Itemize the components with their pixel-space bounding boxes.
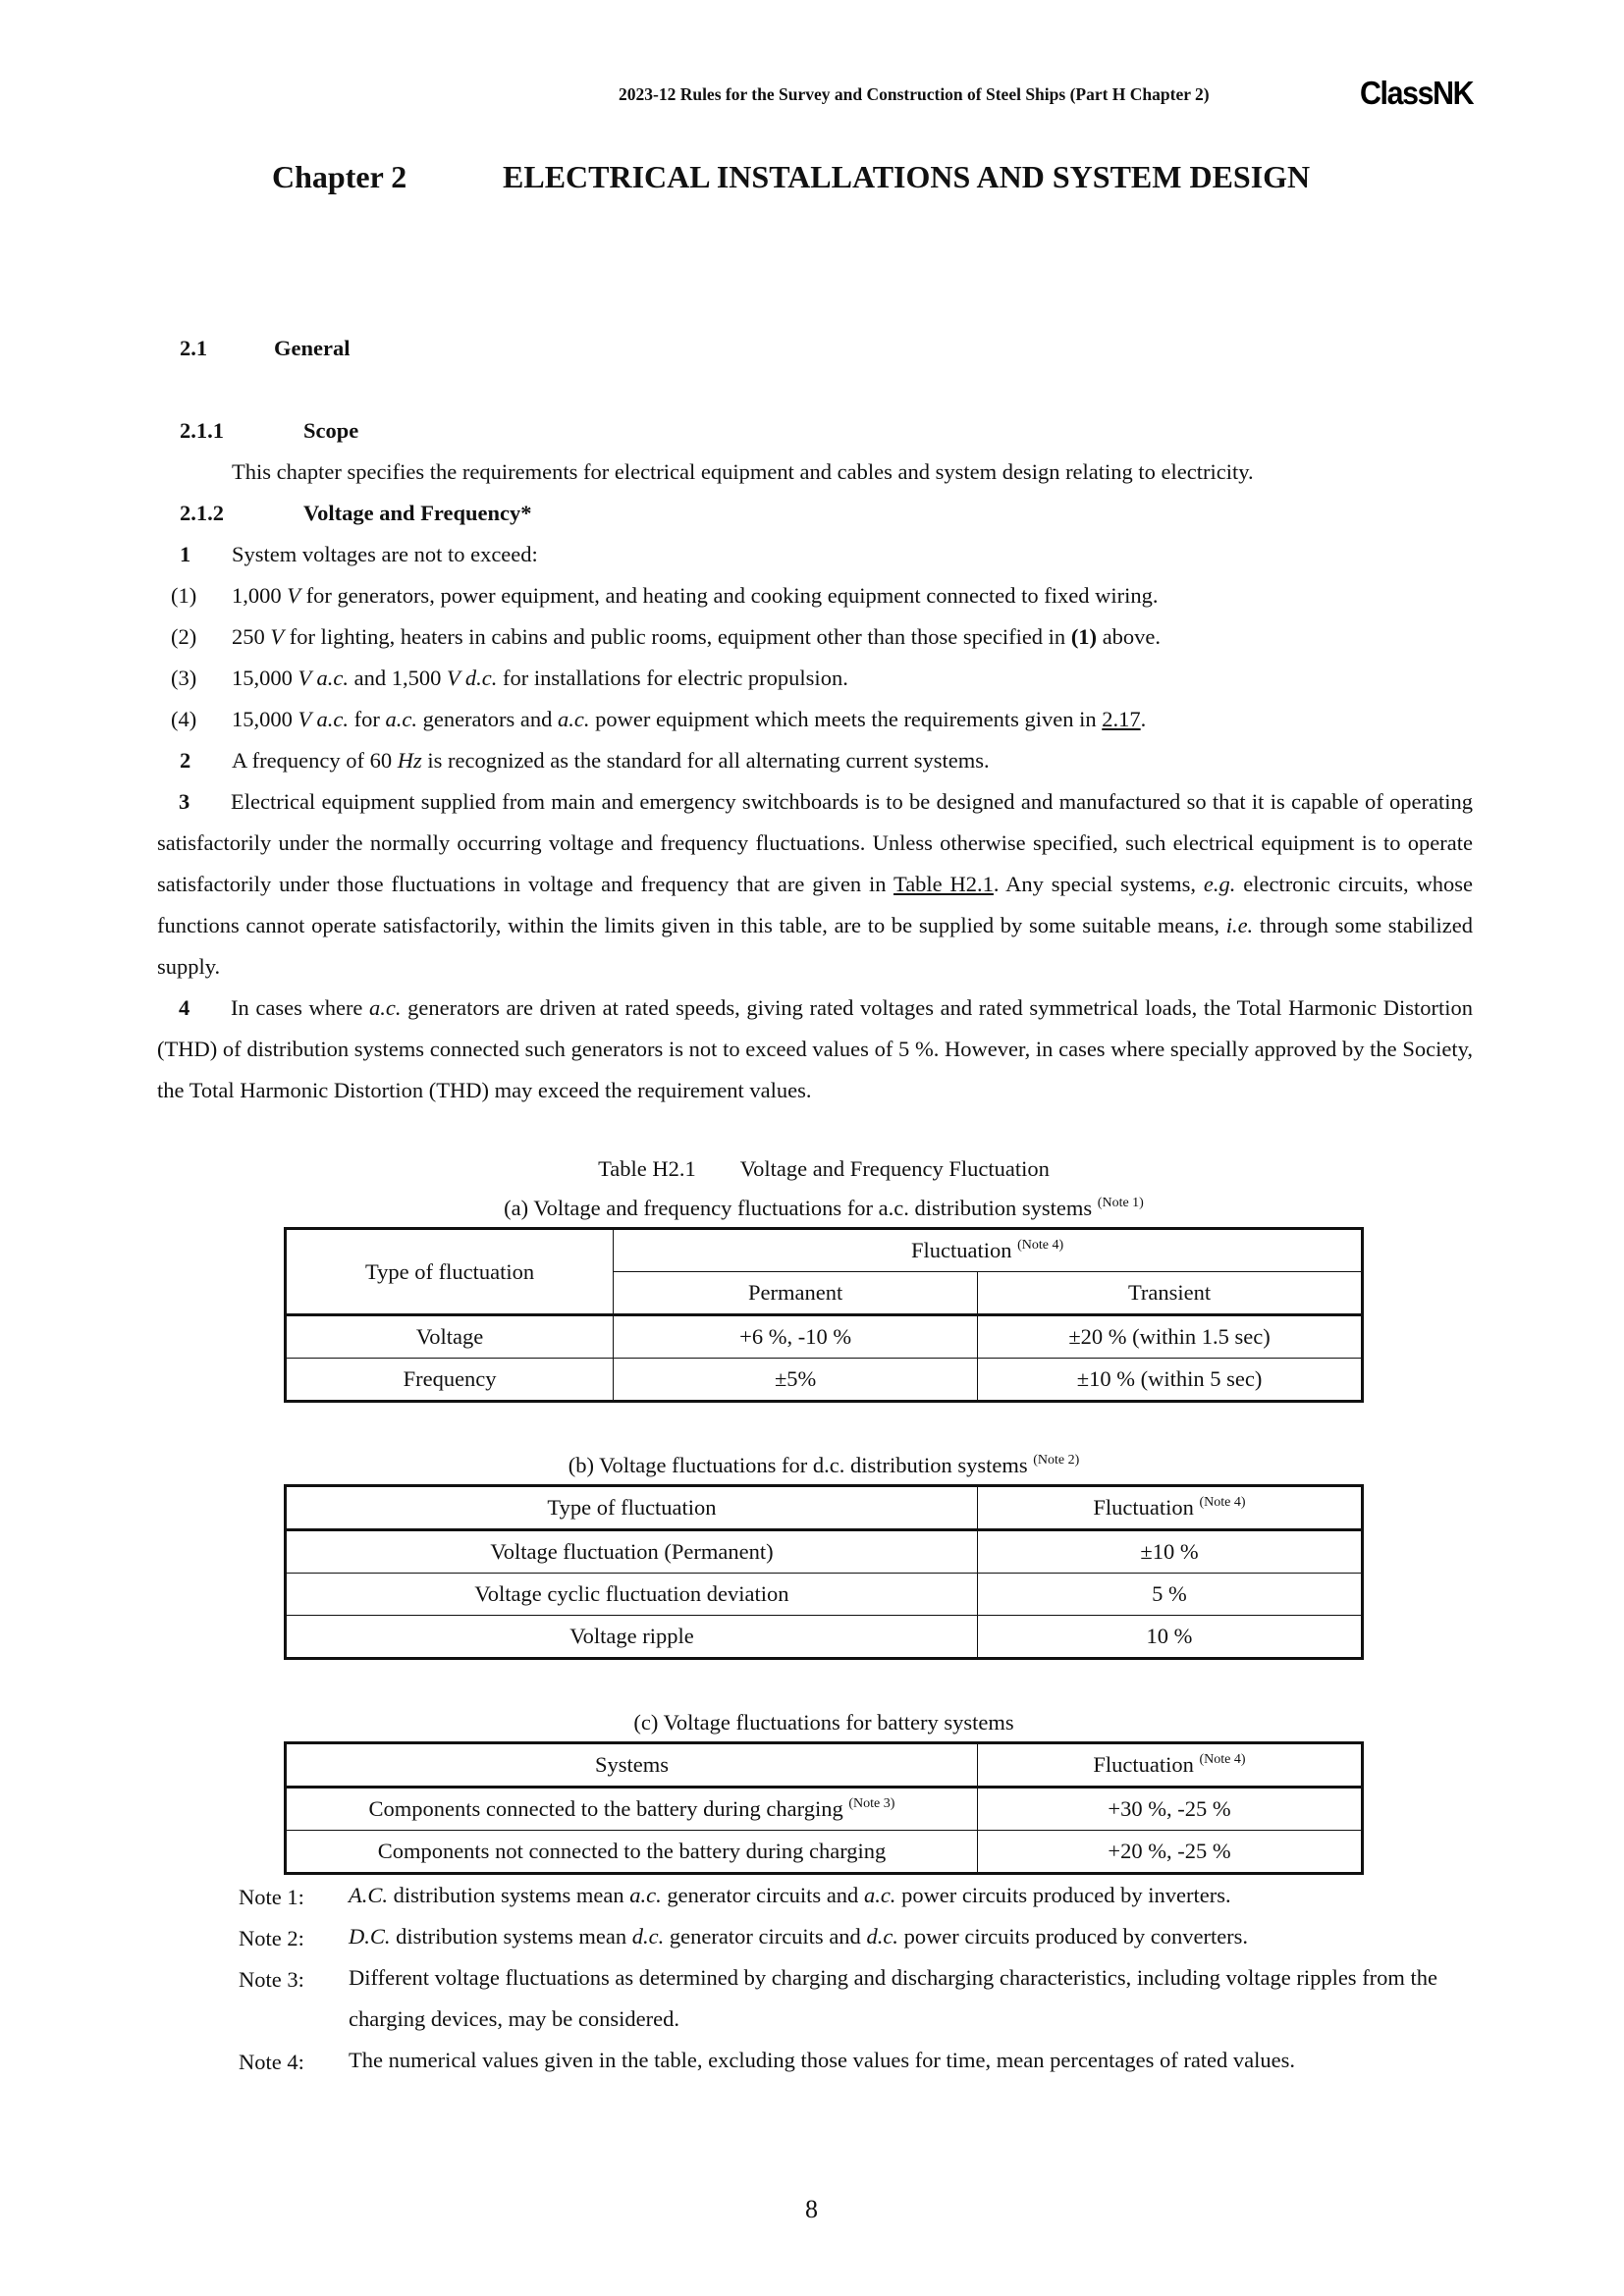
table-cell: Components not connected to the battery during charging (286, 1831, 978, 1874)
item-reference: (1) (1070, 624, 1098, 649)
italic-text: a.c. (629, 1883, 662, 1907)
paragraph-text: generators are driven at rated speeds, giving rated voltages and rated symmetrical loads, the Total Harmonic Distortion (THD) of distribution systems connected such generators is not to exceed values of 5 %. However, in cases where specially approved by the Society, the Total Harmonic Distortion (THD) may exceed the requirement values. (157, 995, 1473, 1102)
table-row (286, 1359, 1363, 1402)
column-header-type: Type of fluctuation (286, 1486, 978, 1530)
italic-text: a.c. (863, 1883, 896, 1907)
note-text: The numerical values given in the table, excluding those values for time, mean percentages of rated values. (349, 2048, 1296, 2072)
paragraph-1 (180, 542, 538, 567)
list-label: (2) (171, 624, 197, 649)
paragraph-text: electronic circuits, whose functions cannot operate satisfactorily, within the limits given in this table, are to be supplied by some suitable means, (157, 872, 1473, 937)
list-text: 1,000 (232, 583, 288, 608)
list-label: (4) (171, 707, 197, 731)
column-header-fluctuation (614, 1229, 1363, 1272)
table-row (286, 1616, 1363, 1659)
note-part: distribution systems mean (388, 1883, 630, 1907)
column-header-type: Type of fluctuation (286, 1229, 614, 1315)
unit-text: a.c. (558, 707, 590, 731)
paragraph-4 (157, 988, 1473, 1111)
table-cell: +20 %, -25 % (977, 1831, 1362, 1874)
list-item (171, 666, 848, 691)
section-number: 2.1 (180, 336, 208, 360)
note-ref: (Note 3) (848, 1796, 895, 1811)
subsection-title-voltage: Voltage and Frequency* (303, 501, 532, 525)
caption-text: (a) Voltage and frequency fluctuations for a.c. distribution systems (504, 1196, 1093, 1220)
italic-text: i.e. (1225, 913, 1254, 937)
paragraph-text: through some stabilized supply. (157, 913, 1473, 979)
table-cell: 10 % (977, 1616, 1362, 1659)
table-row (286, 1315, 1363, 1359)
note-ref: (Note 2) (1033, 1453, 1080, 1468)
paragraph-3 (157, 781, 1473, 988)
header-text: Fluctuation (1093, 1495, 1194, 1520)
table-cell: ±10 % (977, 1530, 1362, 1574)
note-label: Note 2: (239, 1926, 304, 1950)
italic-text: e.g. (1203, 872, 1236, 896)
paragraph-text: A frequency of 60 (232, 748, 398, 773)
section-link-2-17[interactable]: 2.17 (1102, 707, 1141, 731)
table-cell: 5 % (977, 1574, 1362, 1616)
unit-text: V (287, 583, 300, 608)
note-label: Note 1: (239, 1885, 304, 1909)
table-cell: Voltage ripple (286, 1616, 978, 1659)
note-label: Note 3: (239, 1967, 304, 1992)
note-text (349, 1916, 1478, 1957)
table-cell: ±10 % (within 5 sec) (978, 1359, 1363, 1402)
list-text: 15,000 (232, 666, 298, 690)
chapter-title: ELECTRICAL INSTALLATIONS AND SYSTEM DESIGN (503, 159, 1311, 194)
table-cell: +6 %, -10 % (614, 1315, 978, 1359)
page-number: 8 (805, 2195, 818, 2223)
list-text: generators and (416, 707, 559, 731)
running-header: 2023-12 Rules for the Survey and Construction of Steel Ships (Part H Chapter 2) (619, 84, 1210, 104)
paragraph-text: . Any special systems, (993, 872, 1204, 896)
paragraph-text: System voltages are not to exceed: (232, 542, 538, 566)
table-b-caption (284, 1453, 1364, 1478)
list-text: for generators, power equipment, and heating and cooking equipment connected to fixed wiring. (300, 583, 1159, 608)
list-item (171, 583, 1158, 609)
note-label: Note 4: (239, 2050, 304, 2074)
scope-text: This chapter specifies the requirements for electrical equipment and cables and system design relating to electricity. (232, 459, 1254, 484)
table-cell: Frequency (286, 1359, 614, 1402)
italic-text: A.C. (349, 1883, 389, 1907)
paragraph-number: 1 (180, 542, 191, 566)
italic-text: D.C. (349, 1924, 391, 1949)
unit-text: V a.c. (298, 707, 349, 731)
paragraph-text: In cases where (231, 995, 370, 1020)
paragraph-2 (180, 748, 990, 774)
list-label: (3) (171, 666, 197, 690)
column-header-systems: Systems (286, 1743, 978, 1788)
table-a-caption (284, 1196, 1364, 1221)
subsection-number-voltage: 2.1.2 (180, 501, 224, 525)
table-cell: Voltage (286, 1315, 614, 1359)
note-part: power circuits produced by converters. (897, 1924, 1249, 1949)
unit-text: V (270, 624, 285, 649)
table-cell: +30 %, -25 % (977, 1788, 1362, 1831)
section-title: General (274, 336, 351, 360)
list-text: for (348, 707, 386, 731)
table-cell: ±5% (614, 1359, 978, 1402)
header-text: Fluctuation (910, 1238, 1012, 1262)
column-header-fluctuation (977, 1486, 1362, 1530)
note-ref: (Note 1) (1097, 1196, 1144, 1210)
list-text: power equipment which meets the requirements given in (589, 707, 1103, 731)
table-battery-fluctuations (284, 1741, 1364, 1875)
list-item (171, 707, 1146, 732)
paragraph-text: is recognized as the standard for all alternating current systems. (421, 748, 990, 773)
paragraph-text: Electrical equipment supplied from main and emergency switchboards is to be designed and manufactured so that it is capable of operating satisfactorily under the normally occurring voltage and frequency fluctuations. Unless otherwise specified, such electrical equipment is to operate satisfactorily under those fluctuations in voltage and frequency that are given in (157, 789, 1473, 896)
unit-text: a.c. (385, 707, 417, 731)
subsection-number-scope: 2.1.1 (180, 418, 224, 443)
unit-text: Hz (397, 748, 422, 773)
note-part: generator circuits and (661, 1883, 864, 1907)
table-cell: Voltage fluctuation (Permanent) (286, 1530, 978, 1574)
list-text: 250 (232, 624, 271, 649)
table-row (286, 1788, 1363, 1831)
list-text: for installations for electric propulsion. (497, 666, 848, 690)
note-text (349, 1875, 1478, 1916)
table-row (286, 1530, 1363, 1574)
table-row (286, 1574, 1363, 1616)
italic-text: d.c. (866, 1924, 898, 1949)
list-text: and 1,500 (348, 666, 447, 690)
paragraph-number: 2 (180, 748, 191, 773)
list-text: for lighting, heaters in cabins and public rooms, equipment other than those specified in (284, 624, 1071, 649)
header-text: Fluctuation (1093, 1752, 1194, 1777)
cell-text: Components connected to the battery during charging (368, 1796, 843, 1821)
column-header-fluctuation (977, 1743, 1362, 1788)
list-item (171, 624, 1161, 650)
note-ref: (Note 4) (1017, 1238, 1064, 1253)
unit-text: V d.c. (446, 666, 498, 690)
chapter-number: Chapter 2 (272, 159, 407, 194)
note-ref: (Note 4) (1199, 1752, 1246, 1767)
table-cell: ±20 % (within 1.5 sec) (978, 1315, 1363, 1359)
table-c-caption: (c) Voltage fluctuations for battery systems (633, 1710, 1014, 1735)
list-text: above. (1097, 624, 1162, 649)
paragraph-number: 4 (179, 995, 190, 1020)
note-text: Different voltage fluctuations as determined by charging and discharging characteristics, including voltage ripples from the charging devices, may be considered. (349, 1965, 1438, 2031)
table-ac-fluctuations (284, 1227, 1364, 1403)
column-header-permanent: Permanent (614, 1272, 978, 1315)
table-cell: Voltage cyclic fluctuation deviation (286, 1574, 978, 1616)
table-cell (286, 1788, 978, 1831)
paragraph-number: 3 (179, 789, 190, 814)
subsection-title-scope: Scope (303, 418, 359, 443)
note-part: power circuits produced by inverters. (895, 1883, 1231, 1907)
table-dc-fluctuations (284, 1484, 1364, 1660)
caption-text: (b) Voltage fluctuations for d.c. distribution systems (568, 1453, 1028, 1477)
unit-text: V a.c. (298, 666, 349, 690)
italic-text: d.c. (631, 1924, 665, 1949)
note-part: distribution systems mean (390, 1924, 632, 1949)
note-ref: (Note 4) (1199, 1495, 1246, 1510)
list-label: (1) (171, 583, 197, 608)
italic-text: a.c. (369, 995, 402, 1020)
list-text: 15,000 (232, 707, 298, 731)
table-row (286, 1831, 1363, 1874)
table-link-h2-1[interactable]: Table H2.1 (893, 872, 994, 896)
classnk-logo: ClassNK (1360, 75, 1474, 111)
table-title: Table H2.1 Voltage and Frequency Fluctuation (598, 1156, 1050, 1181)
list-text: . (1140, 707, 1147, 731)
column-header-transient: Transient (978, 1272, 1363, 1315)
note-part: generator circuits and (664, 1924, 867, 1949)
